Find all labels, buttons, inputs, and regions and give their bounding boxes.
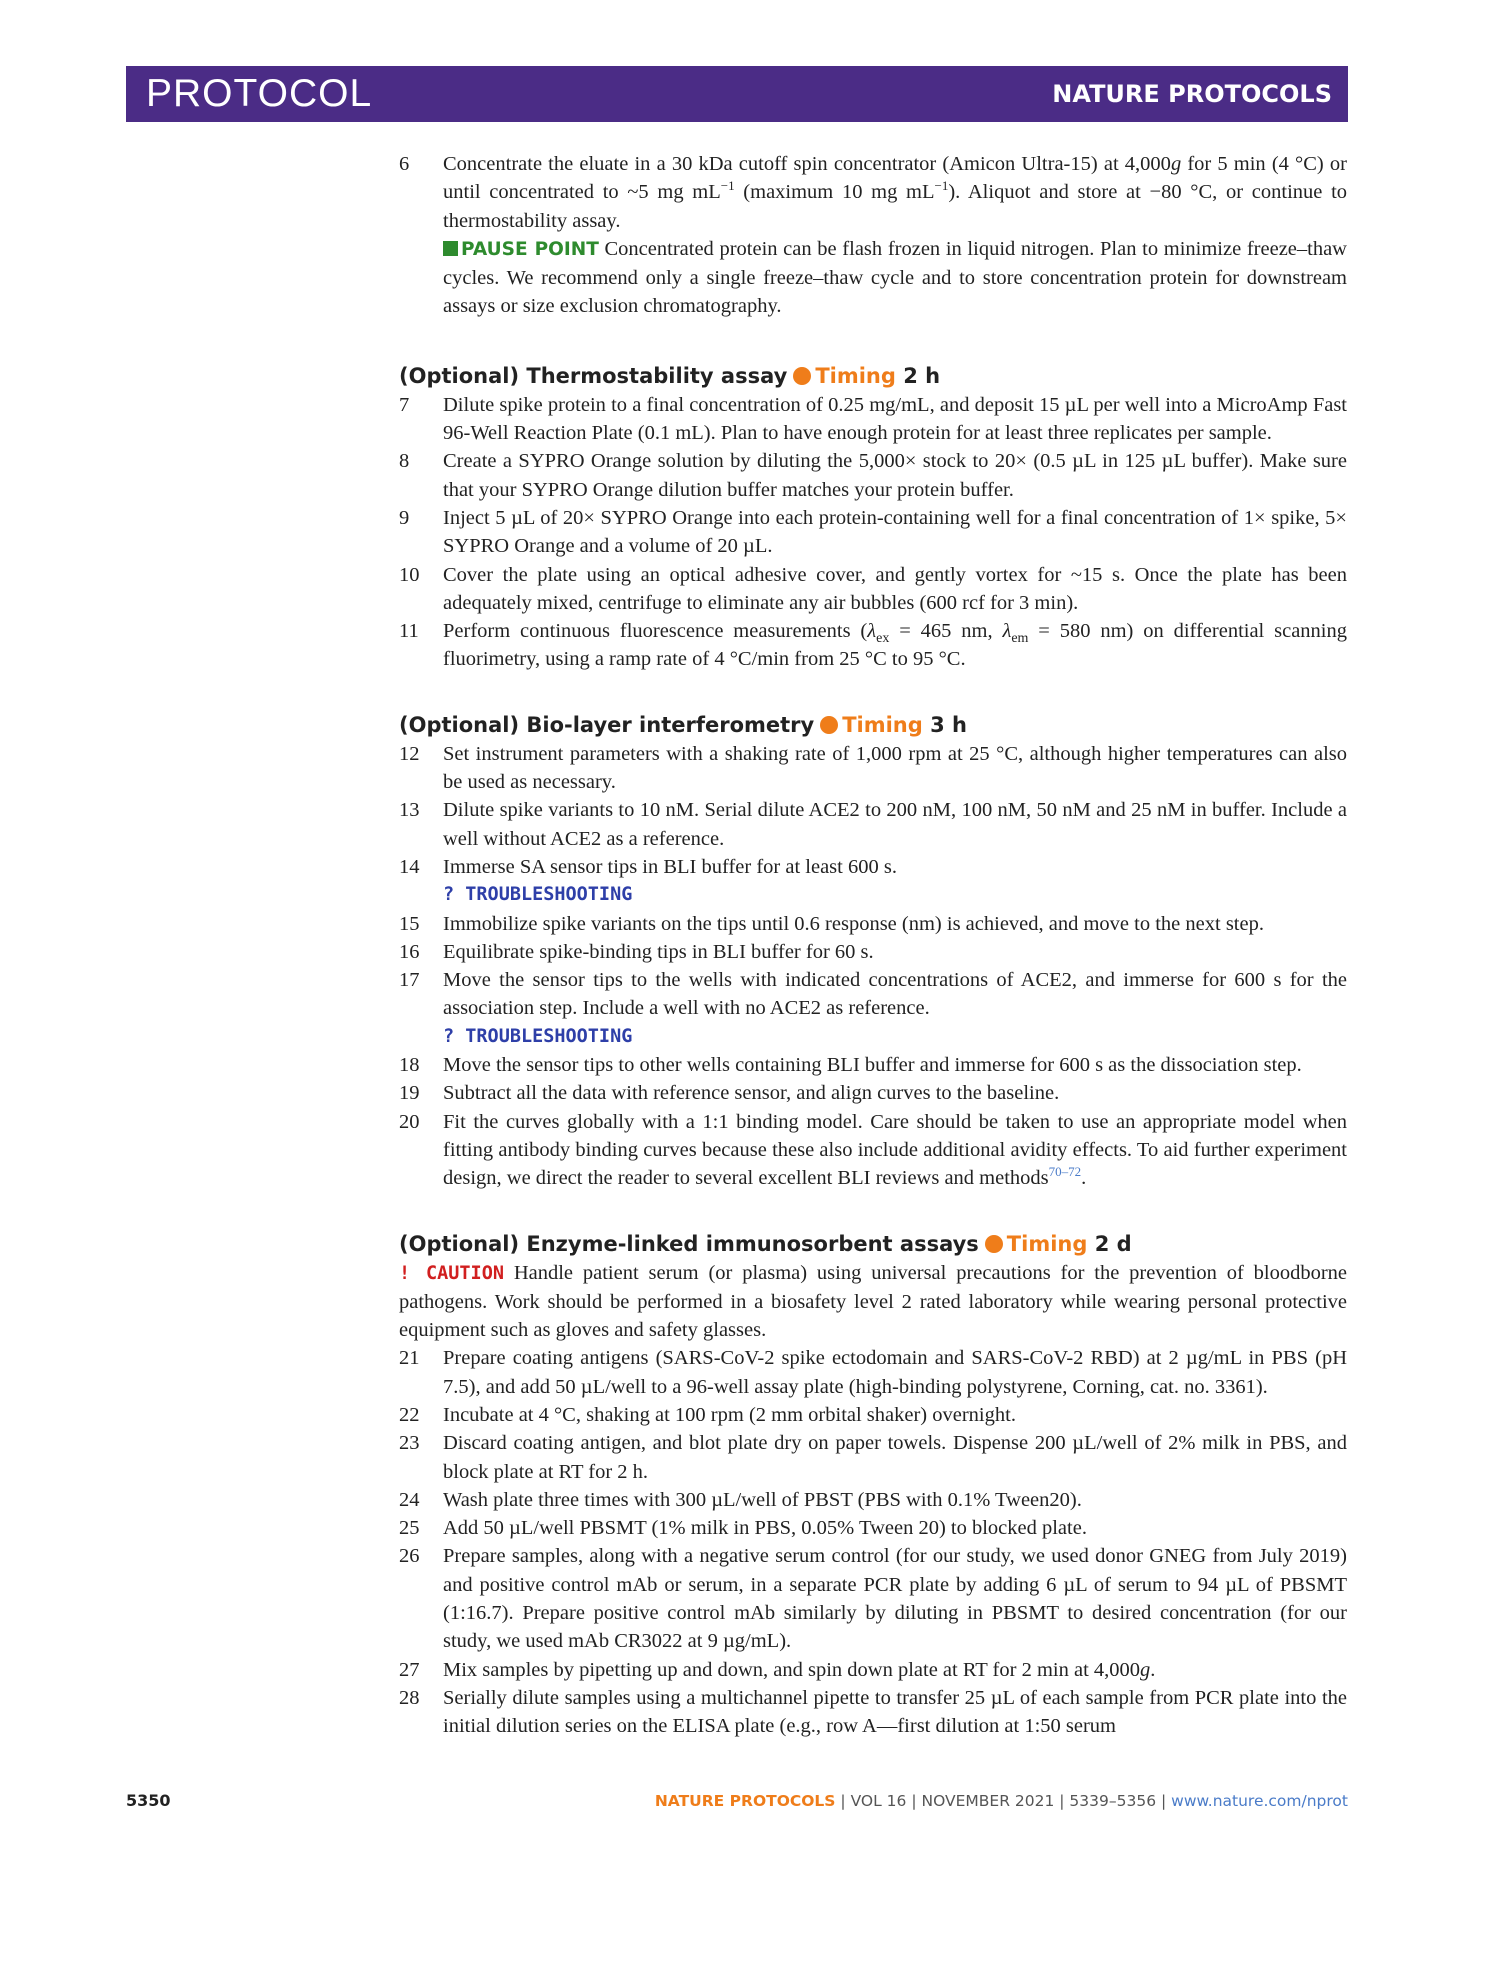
caution-text: Handle patient serum (or plasma) using universal precautions for the prevention of bloodborne pathogens. Work should be performed in a biosafety level 2 rated laboratory while wearing personal protective equipment such as gloves and safety glasses.: [399, 1261, 1347, 1342]
step-28: 28 Serially dilute samples using a multichannel pipette to transfer 25 µL of each sample from PCR plate into the initial dilution series on the ELISA plate (e.g., row A—first dilution at 1:50 serum: [399, 1686, 1347, 1738]
step-number: 6: [399, 153, 410, 175]
page-content: [399, 150, 1347, 1741]
step-17: 17 Move the sensor tips to the wells with indicated concentrations of ACE2, and immerse for 600 s for the association step. Include a well with no ACE2 as reference.: [399, 969, 1347, 1020]
step-6: [399, 150, 1347, 235]
pause-point-text: Concentrated protein can be flash frozen in liquid nitrogen. Plan to minimize freeze–thaw cycles. We recommend only a single freeze–thaw cycle and to store concentration protein for downstream assays or size exclusion chromatography.: [443, 237, 1347, 318]
troubleshooting-label: ? TROUBLESHOOTING: [443, 884, 633, 906]
step-24: 24 Wash plate three times with 300 µL/well of PBST (PBS with 0.1% Tween20).: [399, 1488, 1082, 1511]
journal-header-bar: [126, 66, 1348, 122]
footer-pages: 5339–5356: [1069, 1792, 1157, 1810]
step-text: Concentrate the eluate in a 30 kDa cutoff spin concentrator (Amicon Ultra-15) at 4,000g for 5 min (4 °C) or until concentrated to ~5 mg $mL^{-1}$ (maximum 10 mg $mL^{-1}$). Aliquot and store at −80 °C, or continue to thermostability assay.: [443, 153, 1348, 232]
journal-name: NATURE PROTOCOLS: [1052, 80, 1332, 108]
step-11: 11 Perform continuous fluorescence measurements ($\lambda_{ex} = 465$ nm, $\lambda_{em} = 580$ nm) on differential scanning fluorimetry, using a ramp rate of 4 °C/min from 25 °C to 95 °C.: [399, 620, 1347, 671]
step-26: 26 Prepare samples, along with a negative serum control (for our study, we used donor GNEG from July 2019) and positive control mAb or serum, in a separate PCR plate by adding 6 µL of serum to 94 µL of PBSMT (1:16.7). Prepare positive control mAb similarly by diluting in PBSMT to desired concentration (for our study, we used mAb CR3022 at 9 µg/mL).: [399, 1545, 1347, 1653]
step-14: 14 Immerse SA sensor tips in BLI buffer for at least 600 s.: [399, 855, 897, 878]
step-8: 8 Create a SYPRO Orange solution by diluting the 5,000× stock to 20× (0.5 µL in 125 µL buffer). Make sure that your SYPRO Orange dilution buffer matches your protein buffer.: [399, 450, 1347, 501]
footer-volume: VOL 16: [850, 1792, 907, 1810]
footer-date: NOVEMBER 2021: [921, 1792, 1055, 1810]
step-25: 25 Add 50 µL/well PBSMT (1% milk in PBS, 0.05% Tween 20) to blocked plate.: [399, 1517, 1087, 1540]
step-9: 9 Inject 5 µL of 20× SYPRO Orange into each protein-containing well for a final concentration of 1× spike, 5× SYPRO Orange and a volume of 20 µL.: [399, 506, 1347, 558]
step-16: 16 Equilibrate spike-binding tips in BLI buffer for 60 s.: [399, 940, 874, 963]
section-heading-thermostability: (Optional) Thermostability assay Timing 2 h: [399, 363, 941, 388]
troubleshooting-label: ? TROUBLESHOOTING: [443, 1025, 633, 1047]
step-20: 20 Fit the curves globally with a 1:1 binding model. Care should be taken to use an appropriate model when fitting antibody binding curves because these also include additional avidity effects. To aid further experiment design, we direct the reader to several excellent BLI reviews and methods$^{70-72}$.: [399, 1110, 1347, 1190]
caution-label: ! CAUTION: [399, 1262, 504, 1284]
footer-url-link[interactable]: www.nature.com/nprot: [1171, 1792, 1348, 1810]
footer-journal: NATURE PROTOCOLS: [654, 1792, 836, 1810]
article-type-label: PROTOCOL: [146, 72, 373, 115]
step-13: 13 Dilute spike variants to 10 nM. Serial dilute ACE2 to 200 nM, 100 nM, 50 nM and 25 nM in buffer. Include a well without ACE2 as a reference.: [399, 799, 1347, 850]
reference-link[interactable]: 70–72: [1048, 1164, 1082, 1180]
step-27: 27 Mix samples by pipetting up and down, and spin down plate at RT for 2 min at 4,000g.: [399, 1658, 1156, 1681]
caution-note: [399, 1259, 1347, 1345]
step-7: 7 Dilute spike protein to a final concentration of 0.25 mg/mL, and deposit 15 µL per well into a MicroAmp Fast 96-Well Reaction Plate (0.1 mL). Plan to have enough protein for at least three replicates per sample.: [399, 393, 1347, 445]
step-22: 22 Incubate at 4 °C, shaking at 100 rpm (2 mm orbital shaker) overnight.: [399, 1403, 1016, 1426]
section-heading-bli: (Optional) Bio-layer interferometry Timing 3 h: [399, 712, 967, 737]
step-12: 12 Set instrument parameters with a shaking rate of 1,000 rpm at 25 °C, although higher temperatures can also be used as necessary.: [399, 742, 1347, 794]
pause-point-note: [443, 235, 1347, 321]
timing-dot-icon: [793, 367, 811, 385]
step-21: 21 Prepare coating antigens (SARS-CoV-2 spike ectodomain and SARS-CoV-2 RBD) at 2 µg/mL in PBS (pH 7.5), and add 50 µL/well to a 96-well assay plate (high-binding polystyrene, Corning, cat. no. 3361).: [399, 1347, 1347, 1398]
timing-dot-icon: [820, 716, 838, 734]
pause-square-icon: [443, 241, 458, 256]
pause-point-label: PAUSE POINT: [461, 238, 599, 260]
step-23: 23 Discard coating antigen, and blot plate dry on paper towels. Dispense 200 µL/well of 2% milk in PBS, and block plate at RT for 2 h.: [399, 1432, 1347, 1483]
step-18: 18 Move the sensor tips to other wells containing BLI buffer and immerse for 600 s as the dissociation step.: [399, 1054, 1302, 1077]
page-number: 5350: [126, 1791, 171, 1810]
step-19: 19 Subtract all the data with reference sensor, and align curves to the baseline.: [399, 1082, 1060, 1105]
step-10: 10 Cover the plate using an optical adhesive cover, and gently vortex for ~15 s. Once the plate has been adequately mixed, centrifuge to eliminate any air bubbles (600 rcf for 3 min).: [399, 563, 1347, 614]
section-heading-elisa: (Optional) Enzyme-linked immunosorbent assays Timing 2 d: [399, 1231, 1132, 1256]
footer-citation: NATURE PROTOCOLS | VOL 16 | NOVEMBER 2021 | 5339–5356 | www.nature.com/nprot: [654, 1792, 1348, 1810]
step-15: 15 Immobilize spike variants on the tips until 0.6 response (nm) is achieved, and move to the next step.: [399, 912, 1264, 935]
timing-dot-icon: [985, 1235, 1003, 1253]
